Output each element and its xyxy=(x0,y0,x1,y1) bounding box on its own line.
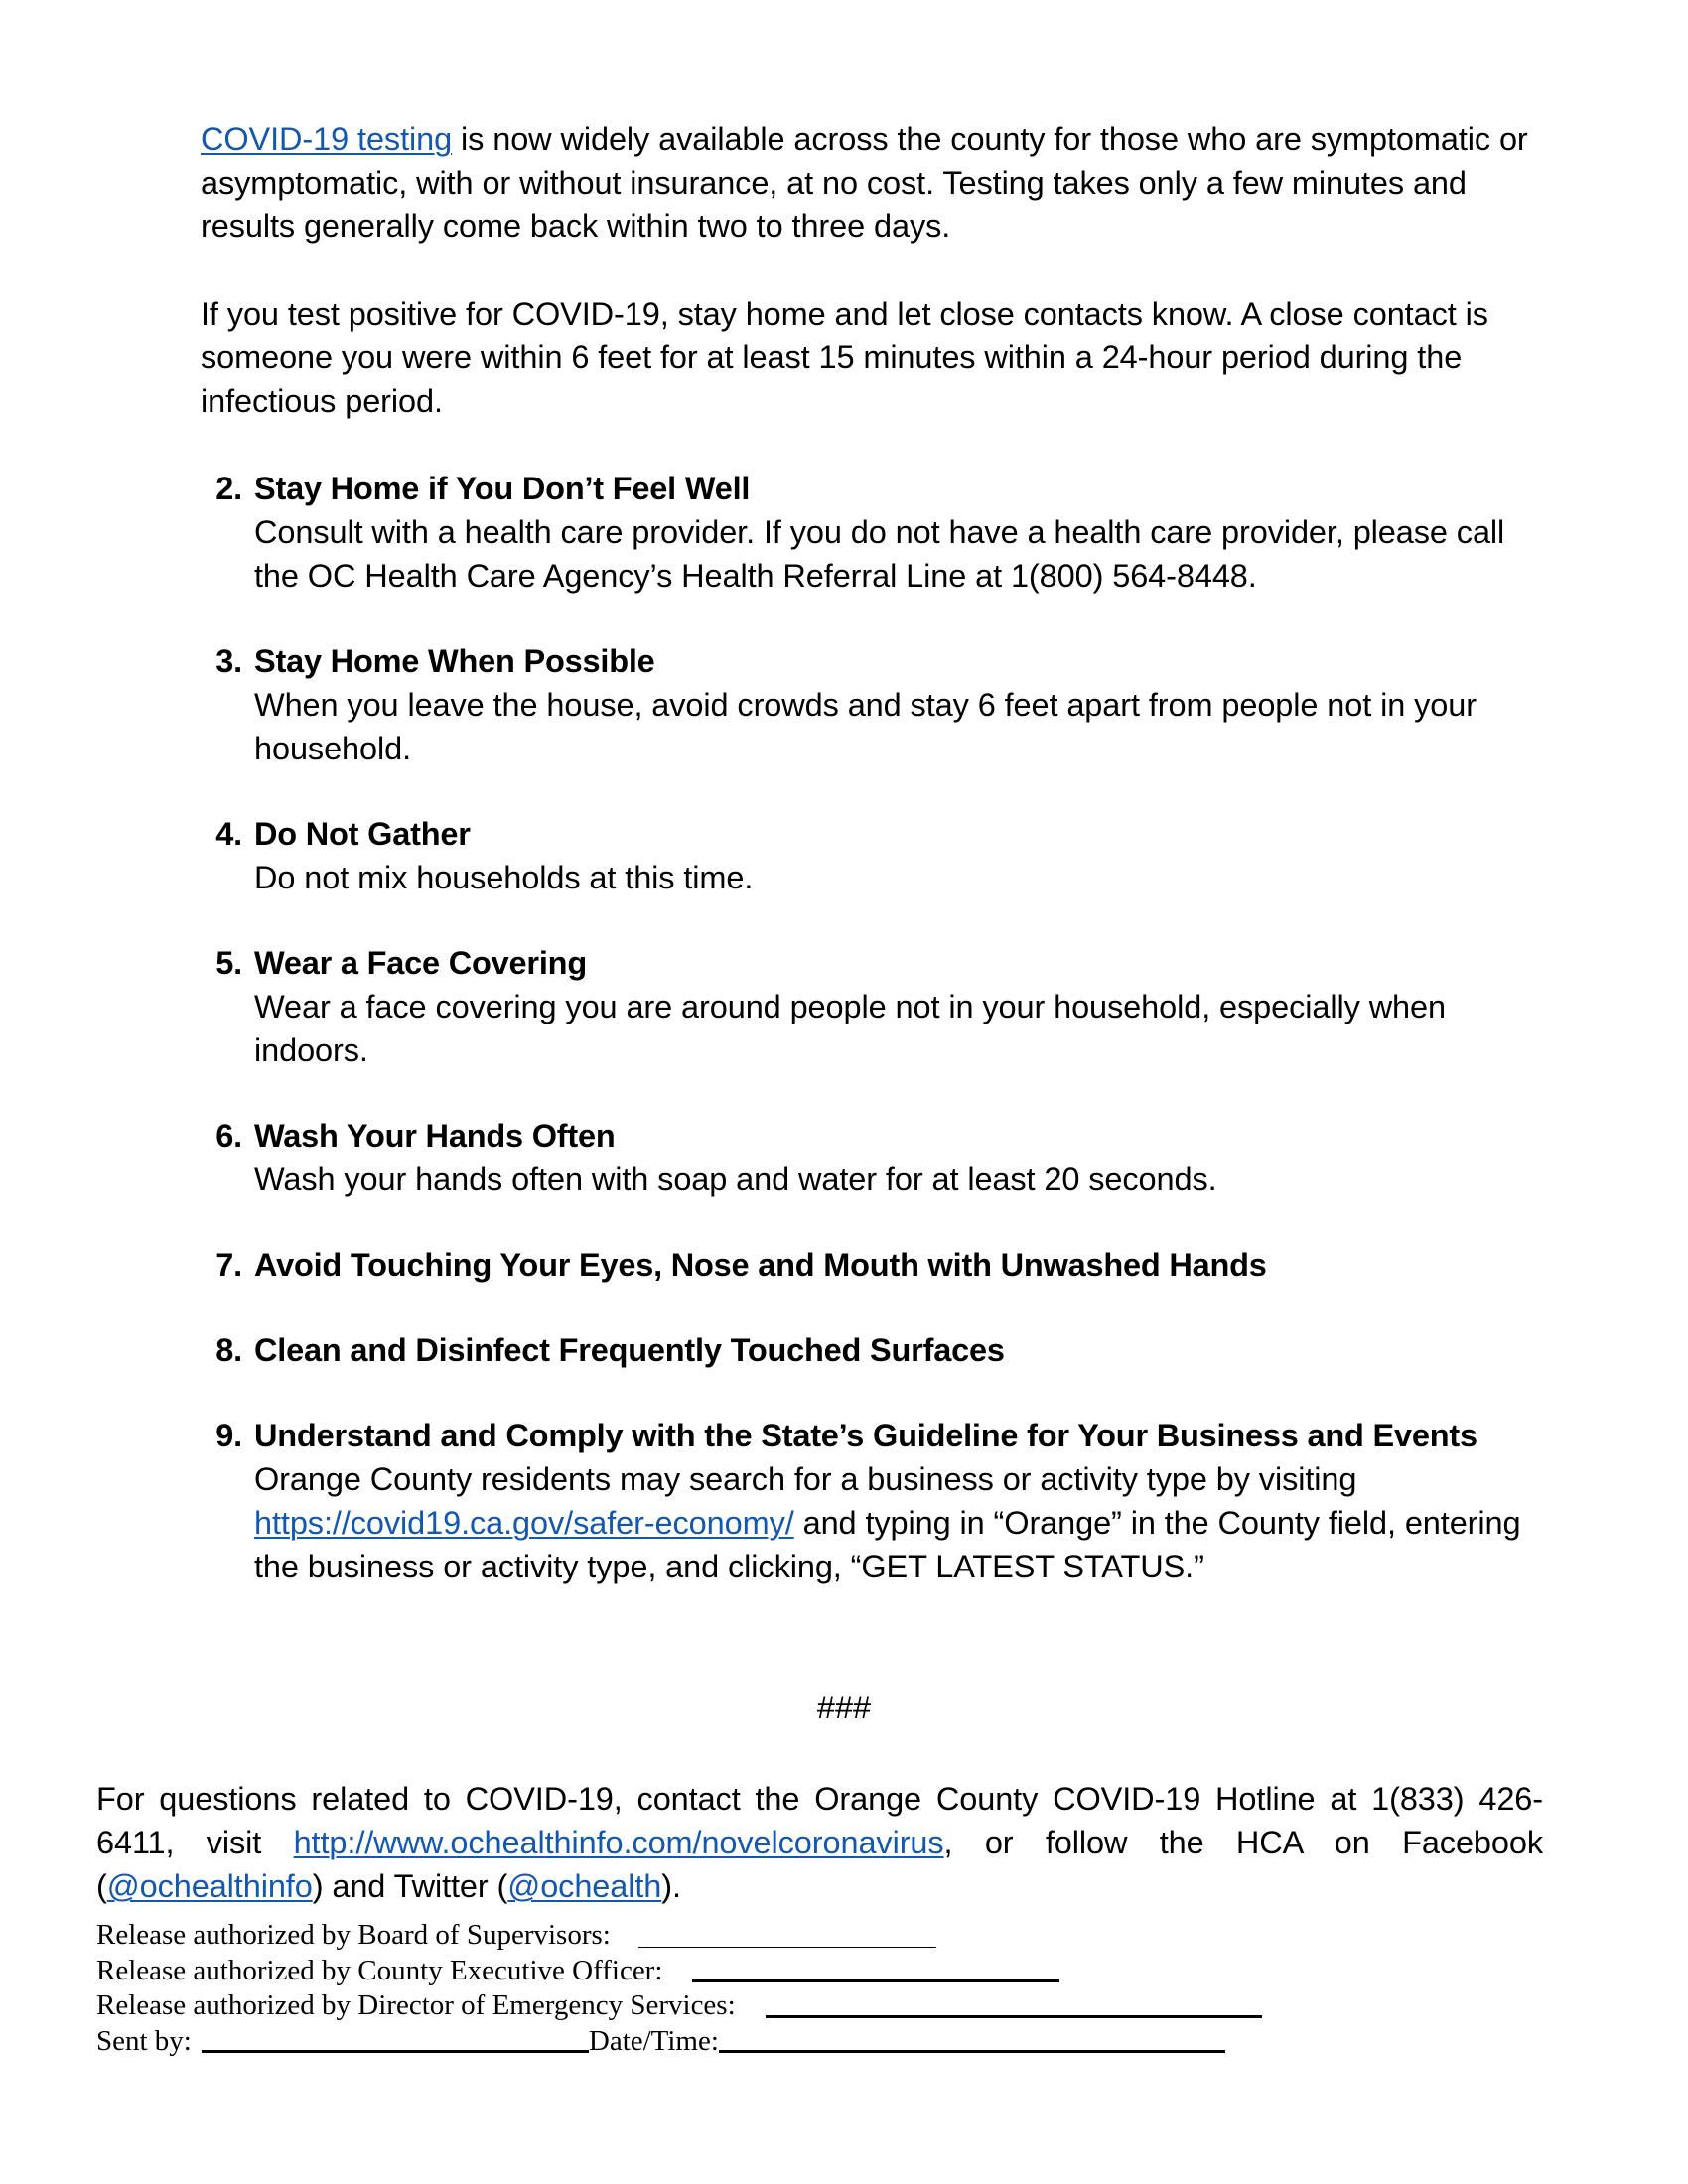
signature-label: Release authorized by County Executive Officer: xyxy=(96,1954,663,1986)
list-item xyxy=(201,1328,1541,1372)
list-item-number: 6. xyxy=(215,1118,242,1154)
list-item-number: 8. xyxy=(215,1332,242,1368)
covid-testing-link[interactable]: COVID-19 testing xyxy=(201,121,453,157)
signature-row-sent-by xyxy=(96,2024,1546,2060)
list-item xyxy=(201,639,1541,770)
item9-text-after-link: and typing in “Orange” in the County field, entering the business or activity type, and clicking, “GET LATEST STATUS.” xyxy=(254,1505,1521,1584)
list-item-description: Do not mix households at this time. xyxy=(254,860,754,895)
facebook-handle-link[interactable]: @ochealthinfo xyxy=(106,1868,313,1904)
signature-line-field[interactable] xyxy=(638,1947,936,1948)
signature-line-field[interactable] xyxy=(766,2015,1262,2018)
list-item xyxy=(201,467,1541,598)
list-item-title: Do Not Gather xyxy=(254,816,471,852)
signature-label: Release authorized by Board of Supervisors: xyxy=(96,1919,611,1951)
sent-by-label: Sent by: xyxy=(96,2024,192,2057)
document-body xyxy=(201,117,1541,1588)
list-item-description: Wear a face covering you are around people not in your household, especially when indoors. xyxy=(254,989,1446,1068)
list-item-number: 9. xyxy=(215,1418,242,1453)
guidance-list xyxy=(201,467,1541,1588)
signature-row-county-executive-officer xyxy=(96,1954,1546,1989)
list-item-number: 4. xyxy=(215,816,242,852)
date-time-field[interactable] xyxy=(719,2050,1225,2053)
signature-line-field[interactable] xyxy=(692,1979,1059,1982)
ochealthinfo-website-link[interactable]: http://www.ochealthinfo.com/novelcoronavirus xyxy=(293,1825,944,1860)
section-separator: ### xyxy=(816,1690,872,1725)
list-item xyxy=(201,941,1541,1072)
list-item-description: Consult with a health care provider. If you do not have a health care provider, please call the OC Health Care Agency’s Health Referral Line at 1(800) 564-8448. xyxy=(254,514,1505,594)
list-item-description xyxy=(254,1457,1541,1588)
list-item-title: Stay Home if You Don’t Feel Well xyxy=(254,471,751,506)
list-item-title: Stay Home When Possible xyxy=(254,643,655,679)
signature-label: Release authorized by Director of Emergency Services: xyxy=(96,1989,736,2021)
intro-paragraph-1 xyxy=(201,117,1541,248)
list-item-number: 2. xyxy=(215,471,242,506)
list-item-description: Wash your hands often with soap and water for at least 20 seconds. xyxy=(254,1161,1217,1197)
list-item-number: 7. xyxy=(215,1247,242,1283)
release-signature-block xyxy=(96,1918,1546,2059)
footer-text-1: For questions related to COVID-19, contact the Orange County COVID-19 Hotline at 1(833) 426-6411, visit xyxy=(96,1781,1543,1860)
signature-row-board-of-supervisors xyxy=(96,1918,1546,1954)
footer-text-3: ) and Twitter ( xyxy=(312,1868,508,1904)
intro-paragraph-1-text: is now widely available across the county for those who are symptomatic or asymptomatic, with or without insurance, at no cost. Testing takes only a few minutes and results generally come back within two to three days. xyxy=(201,121,1528,244)
list-item-number: 5. xyxy=(215,945,242,981)
list-item xyxy=(201,1414,1541,1588)
list-item xyxy=(201,812,1541,899)
intro-paragraph-2: If you test positive for COVID-19, stay home and let close contacts know. A close contact is someone you were within 6 feet for at least 15 minutes within a 24-hour period during the infectious period. xyxy=(201,296,1488,419)
list-item-title: Avoid Touching Your Eyes, Nose and Mouth with Unwashed Hands xyxy=(254,1247,1267,1283)
footer-text-2: , or follow the HCA on Facebook ( xyxy=(96,1825,1543,1904)
list-item-title: Understand and Comply with the State’s Guideline for Your Business and Events xyxy=(254,1418,1477,1453)
list-item-description: When you leave the house, avoid crowds and stay 6 feet apart from people not in your household. xyxy=(254,687,1477,766)
list-item-title: Clean and Disinfect Frequently Touched Surfaces xyxy=(254,1332,1005,1368)
sent-by-field[interactable] xyxy=(202,2050,589,2053)
signature-row-director-emergency-services xyxy=(96,1988,1546,2024)
list-item xyxy=(201,1114,1541,1201)
item9-text-before-link: Orange County residents may search for a business or activity type by visiting xyxy=(254,1461,1357,1497)
twitter-handle-link[interactable]: @ochealth xyxy=(507,1868,662,1904)
safer-economy-link[interactable]: https://covid19.ca.gov/safer-economy/ xyxy=(254,1505,794,1541)
list-item-number: 3. xyxy=(215,643,242,679)
footer-contact-paragraph xyxy=(96,1777,1543,1908)
list-item-title: Wash Your Hands Often xyxy=(254,1118,616,1154)
footer-text-4: ). xyxy=(661,1868,681,1904)
date-time-label: Date/Time: xyxy=(588,2024,719,2057)
list-item xyxy=(201,1243,1541,1287)
list-item-title: Wear a Face Covering xyxy=(254,945,587,981)
